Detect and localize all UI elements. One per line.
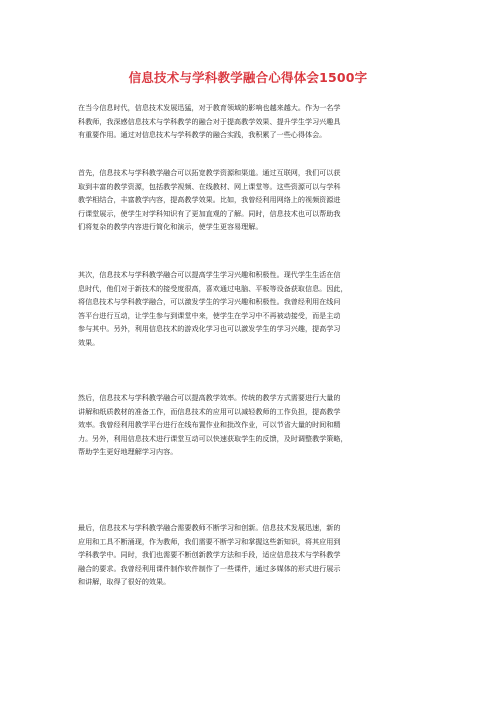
paragraph-final	[78, 521, 418, 589]
text-line: 然后，信息技术与学科教学融合可以提高教学效率。传统的教学方式需要进行大量的	[78, 393, 341, 402]
document-title: 信息技术与学科教学融合心得体会1500字	[128, 70, 368, 85]
text-line: 教学相结合，丰富教学内容，提高教学效果。比如，我曾经利用网络上的视频资源进	[78, 195, 341, 205]
text-line: 学科教学中。同时，我们也需要不断创新教学方法和手段，适应信息技术与学科教学	[78, 550, 341, 560]
paragraph-second	[78, 268, 418, 350]
text-line: 融合的要求。我曾经利用课件制作软件制作了一些课件，通过多媒体的形式进行展示	[78, 563, 341, 573]
text-line: 参与其中。另外，利用信息技术的游戏化学习也可以激发学生的学习兴趣，提高学习	[78, 324, 341, 334]
text-line: 帮助学生更好地理解学习内容。	[78, 447, 178, 457]
text-line: 讲解和纸质教材的准备工作，而信息技术的应用可以减轻教师的工作负担，提高教学	[78, 406, 341, 416]
text-line: 和讲解，取得了很好的效果。	[78, 577, 171, 587]
text-line: 取到丰富的教学资源，包括教学视频、在线教材、网上课堂等。这些资源可以与学科	[78, 181, 341, 191]
text-line: 首先，信息技术与学科教学融合可以拓宽教学资源和渠道。通过互联网，我们可以获	[78, 168, 341, 177]
text-line: 行课堂展示，使学生对学科知识有了更加直观的了解。同时，信息技术也可以帮助我	[78, 208, 341, 218]
text-line: 效果。	[78, 337, 100, 347]
text-line: 有重要作用。通过对信息技术与学科教学的融合实践，我积累了一些心得体会。	[78, 130, 327, 140]
text-line: 将信息技术与学科教学融合，可以激发学生的学习兴趣和积极性。我曾经利用在线问	[78, 297, 341, 307]
text-line: 效率。我曾经利用教学平台进行在线布置作业和批改作业，可以节省大量的时间和精	[78, 420, 341, 430]
paragraph-third	[78, 391, 418, 459]
text-line: 最后，信息技术与学科教学融合需要教师不断学习和创新。信息技术发展迅速，新的	[78, 523, 341, 532]
paragraph-first	[78, 166, 418, 234]
text-line: 力。另外，利用信息技术进行课堂互动可以快速获取学生的反馈，及时调整教学策略，	[78, 433, 348, 443]
text-line: 息时代，他们对于新技术的接受度很高，喜欢通过电脑、平板等设备获取信息。因此，	[78, 283, 348, 293]
paragraph-intro	[78, 101, 418, 142]
text-line: 科教师，我深感信息技术与学科教学的融合对于提高教学效果、提升学生学习兴趣具	[78, 116, 341, 126]
text-line: 应用和工具不断涌现，作为教师，我们需要不断学习和掌握这些新知识，将其应用到	[78, 536, 341, 546]
text-line: 们将复杂的教学内容进行简化和演示，使学生更容易理解。	[78, 222, 263, 232]
text-line: 答平台进行互动，让学生参与到课堂中来，使学生在学习中不再被动接受，而是主动	[78, 310, 341, 320]
text-line: 其次，信息技术与学科教学融合可以提高学生学习兴趣和积极性。现代学生生活在信	[78, 270, 341, 279]
text-line: 在当今信息时代，信息技术发展迅猛，对于教育领域的影响也越来越大。作为一名学	[78, 103, 341, 112]
